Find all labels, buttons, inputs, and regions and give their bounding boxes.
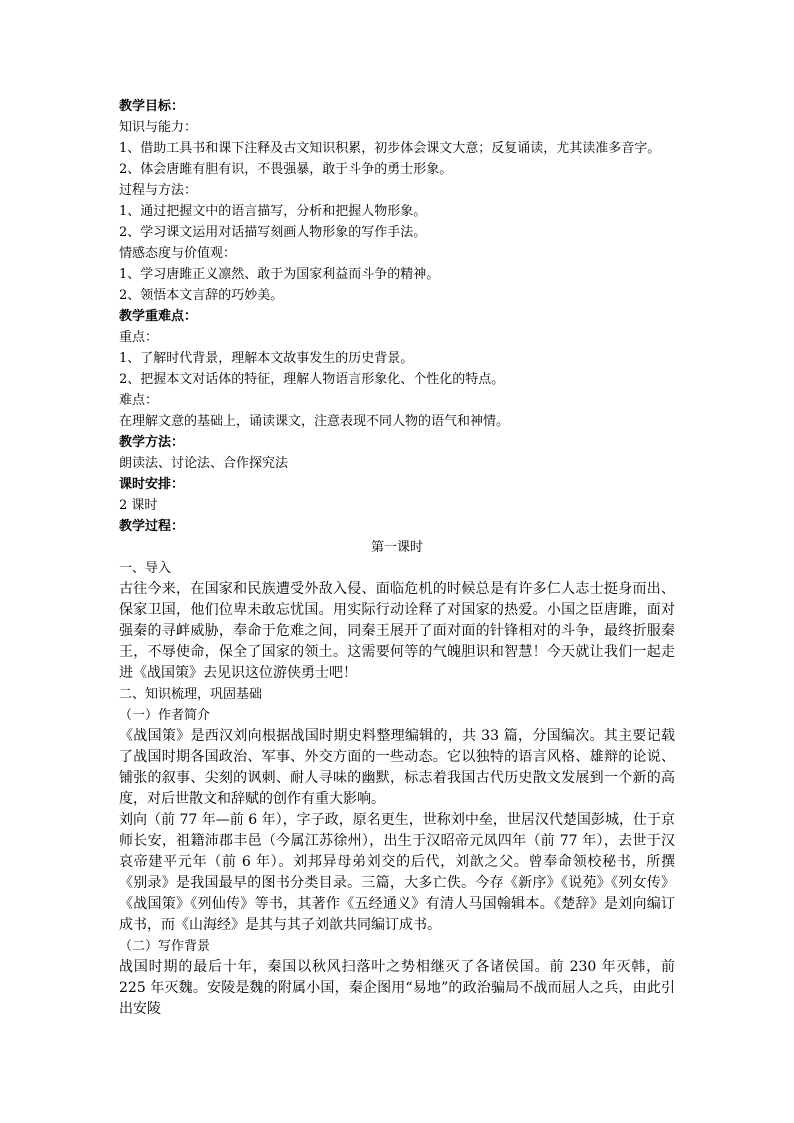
knowledge-item-1: 1、借助工具书和课下注释及古文知识积累，初步体会课文大意；反复诵读，尤其读准多音字。 bbox=[119, 141, 661, 156]
author-para-1: 《战国策》是西汉刘向根据战国时期史料整理编辑的，共 33 篇，分国编次。其主要记载了战国时期各国政治、军事、外交方面的一些动态。它以独特的语言风格、雄辩的论说、铺张的叙事、尖刻的讽刺、耐人寻味的幽默，标志着我国古代历史散文发展到一个新的高度，对后世散文和辞赋的创作有重大影响。 bbox=[119, 728, 675, 807]
methods-text: 朗读法、讨论法、合作探究法 bbox=[119, 456, 289, 471]
knowledge-item-2: 2、体会唐雎有胆有识，不畏强暴，敢于斗争的勇士形象。 bbox=[119, 162, 453, 177]
process-item-1: 1、通过把握文中的语言描写，分析和把握人物形象。 bbox=[119, 204, 427, 219]
key-item-2: 2、把握本文对话体的特征，理解人物语言形象化、个性化的特点。 bbox=[119, 372, 505, 387]
emotion-item-2: 2、领悟本文言辞的巧妙美。 bbox=[119, 288, 284, 303]
background-text: 战国时期的最后十年，秦国以秋风扫落叶之势相继灭了各诸侯国。前 230 年灭韩，前 225 年灭魏。安陵是魏的附属小国，秦企图用“易地”的政治骗局不战而屈人之兵，由此引出安陵 bbox=[119, 959, 675, 1017]
key-points-heading: 教学重难点： bbox=[119, 309, 198, 324]
emotion-item-1: 1、学习唐雎正义凛然、敢于为国家利益而斗争的精神。 bbox=[119, 267, 440, 282]
knowledge-label: 知识与能力： bbox=[119, 120, 198, 135]
methods-heading: 教学方法： bbox=[119, 435, 185, 450]
section2-label: 二、知识梳理，巩固基础 bbox=[119, 687, 263, 702]
author-label: （一）作者简介 bbox=[119, 708, 211, 723]
goals-heading: 教学目标： bbox=[119, 99, 185, 114]
key-label: 重点： bbox=[119, 330, 159, 345]
key-item-1: 1、了解时代背景，理解本文故事发生的历史背景。 bbox=[119, 351, 414, 366]
intro-text: 古往今来，在国家和民族遭受外敌入侵、面临危机的时候总是有许多仁人志士挺身而出、保家卫国，他们位卑未敢忘忧国。用实际行动诠释了对国家的热爱。小国之臣唐雎，面对强秦的寻衅威胁，奉命于危难之间，同秦王展开了面对面的针锋相对的斗争，最终折服秦王，不辱使命，保全了国家的领土。这需要何等的气魄胆识和智慧！今天就让我们一起走进《战国策》去见识这位游侠勇士吧！ bbox=[119, 581, 675, 681]
process-heading: 教学过程： bbox=[119, 519, 185, 534]
schedule-text: 2 课时 bbox=[119, 498, 158, 513]
intro-label: 一、导入 bbox=[119, 561, 172, 576]
difficult-text: 在理解文意的基础上，诵读课文，注意表现不同人物的语气和神情。 bbox=[119, 414, 510, 429]
background-label: （二）写作背景 bbox=[119, 939, 211, 954]
difficult-label: 难点： bbox=[119, 393, 159, 408]
emotion-label: 情感态度与价值观： bbox=[119, 246, 237, 261]
schedule-heading: 课时安排： bbox=[119, 477, 185, 492]
document-page bbox=[119, 96, 675, 1020]
lesson-title: 第一课时 bbox=[370, 540, 423, 555]
author-para-2: 刘向（前 77 年—前 6 年），字子政，原名更生，世称刘中垒，世居汉代楚国彭城，仕于京师长安，祖籍沛郡丰邑（今属江苏徐州），出生于汉昭帝元凤四年（前 77 年），去世于汉哀帝建平元年（前 6 年）。刘邦异母弟刘交的后代，刘歆之父。曾奉命领校秘书，所撰《别录》是我国最早的图书分类目录。三篇，大多亡佚。今存《新序》《说苑》《列女传》《战国策》《列仙传》等书，其著作《五经通义》有清人马国翰辑本。《楚辞》是刘向编订成书，而《山海经》是其与其子刘歆共同编订成书。 bbox=[119, 812, 675, 933]
process-item-2: 2、学习课文运用对话描写刻画人物形象的写作手法。 bbox=[119, 225, 427, 240]
process-label: 过程与方法： bbox=[119, 183, 198, 198]
